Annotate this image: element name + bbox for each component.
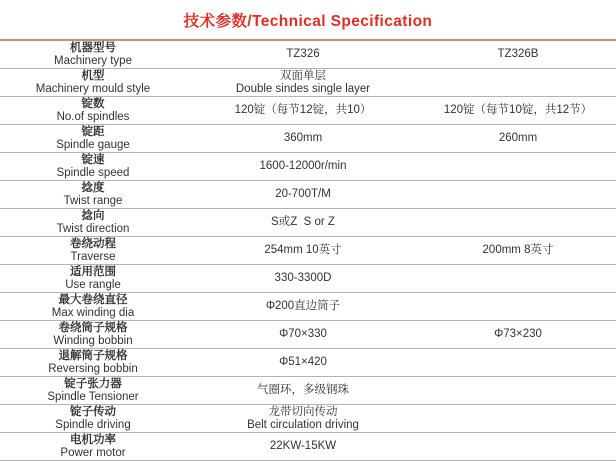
spec-table bbox=[0, 41, 616, 461]
row-label-zh: 最大卷绕直径 bbox=[58, 294, 128, 306]
title-bar bbox=[0, 0, 616, 39]
table-row bbox=[0, 377, 616, 405]
row-label-en: Winding bobbin bbox=[53, 334, 133, 347]
value-line: 22KW-15KW bbox=[269, 440, 337, 453]
value-line: S或Z S or Z bbox=[271, 216, 335, 229]
cell-value-tz326b bbox=[420, 209, 616, 236]
row-label bbox=[0, 237, 186, 264]
row-label-en: No.of spindles bbox=[56, 110, 130, 123]
row-label-zh: 机器型号 bbox=[70, 42, 116, 54]
row-label bbox=[0, 433, 186, 460]
row-label-en: Machinery type bbox=[54, 54, 132, 67]
row-label bbox=[0, 377, 186, 404]
table-row bbox=[0, 41, 616, 69]
value-line: 330-3300D bbox=[274, 272, 332, 285]
cell-value-tz326b bbox=[420, 153, 616, 180]
row-label-en: Reversing bobbin bbox=[48, 362, 138, 375]
value-line: 120锭（每节10锭，共12节） bbox=[443, 104, 593, 117]
value-line: 20-700T/M bbox=[275, 188, 331, 201]
row-label-en: Twist range bbox=[63, 194, 123, 207]
row-label bbox=[0, 181, 186, 208]
table-row bbox=[0, 181, 616, 209]
row-label bbox=[0, 405, 186, 432]
row-label-en: Traverse bbox=[70, 250, 116, 263]
page-title: 技术参数/Technical Specification bbox=[183, 12, 433, 30]
table-row bbox=[0, 125, 616, 153]
cell-value-tz326 bbox=[186, 97, 420, 124]
cell-value-tz326 bbox=[186, 125, 420, 152]
row-label-zh: 卷绕筒子规格 bbox=[58, 322, 128, 334]
cell-value-tz326 bbox=[186, 293, 420, 320]
table-row bbox=[0, 349, 616, 377]
row-label-zh: 锭数 bbox=[81, 98, 105, 110]
value-line: Double sindes single layer bbox=[235, 82, 371, 95]
value-line: Φ73×230 bbox=[494, 328, 542, 341]
value-line: 200mm 8英寸 bbox=[482, 244, 554, 257]
value-line: 260mm bbox=[498, 132, 538, 145]
spec-table-body bbox=[0, 41, 616, 461]
row-label-zh: 锭速 bbox=[81, 154, 105, 166]
row-label bbox=[0, 153, 186, 180]
cell-value-tz326b bbox=[420, 237, 616, 264]
row-label bbox=[0, 293, 186, 320]
table-row bbox=[0, 321, 616, 349]
row-label-zh: 卷绕动程 bbox=[70, 238, 116, 250]
table-row bbox=[0, 69, 616, 97]
row-label-zh: 机型 bbox=[81, 70, 105, 82]
table-row bbox=[0, 293, 616, 321]
row-label bbox=[0, 265, 186, 292]
value-line: TZ326B bbox=[497, 48, 539, 61]
row-label-en: Twist direction bbox=[56, 222, 130, 235]
cell-value-tz326b bbox=[420, 433, 616, 460]
cell-value-tz326 bbox=[186, 349, 420, 376]
cell-value-tz326 bbox=[186, 433, 420, 460]
cell-value-tz326 bbox=[186, 69, 420, 96]
table-row bbox=[0, 153, 616, 181]
value-line: 254mm 10英寸 bbox=[264, 244, 342, 257]
table-row bbox=[0, 237, 616, 265]
cell-value-tz326 bbox=[186, 41, 420, 68]
row-label-en: Use rangle bbox=[65, 278, 121, 291]
row-label-zh: 锭子传动 bbox=[70, 406, 116, 418]
row-label-zh: 退解筒子规格 bbox=[58, 350, 128, 362]
cell-value-tz326 bbox=[186, 237, 420, 264]
row-label-zh: 锭距 bbox=[81, 126, 105, 138]
row-label bbox=[0, 321, 186, 348]
row-label bbox=[0, 125, 186, 152]
cell-value-tz326 bbox=[186, 377, 420, 404]
table-row bbox=[0, 265, 616, 293]
table-row bbox=[0, 405, 616, 433]
cell-value-tz326 bbox=[186, 153, 420, 180]
cell-value-tz326b bbox=[420, 321, 616, 348]
row-label-en: Max winding dia bbox=[51, 306, 135, 319]
value-line: 1600-12000r/min bbox=[259, 160, 347, 173]
cell-value-tz326 bbox=[186, 321, 420, 348]
row-label-zh: 捻度 bbox=[81, 182, 105, 194]
row-label-en: Spindle gauge bbox=[56, 138, 130, 151]
cell-value-tz326b bbox=[420, 97, 616, 124]
cell-value-tz326b bbox=[420, 265, 616, 292]
cell-value-tz326 bbox=[186, 181, 420, 208]
cell-value-tz326 bbox=[186, 265, 420, 292]
value-line: Φ51×420 bbox=[279, 356, 327, 369]
table-row bbox=[0, 209, 616, 237]
row-label-en: Spindle driving bbox=[55, 418, 131, 431]
table-row bbox=[0, 97, 616, 125]
value-line: 龙带切向传动 bbox=[268, 406, 338, 418]
row-label-en: Power motor bbox=[60, 446, 126, 459]
row-label bbox=[0, 69, 186, 96]
table-row bbox=[0, 433, 616, 461]
cell-value-tz326 bbox=[186, 405, 420, 432]
cell-value-tz326b bbox=[420, 125, 616, 152]
cell-value-tz326b bbox=[420, 181, 616, 208]
value-line: TZ326 bbox=[286, 48, 320, 61]
cell-value-tz326b bbox=[420, 349, 616, 376]
row-label-en: Spindle Tensioner bbox=[47, 390, 139, 403]
value-line: 双面单层 bbox=[280, 70, 326, 82]
value-line: 360mm bbox=[283, 132, 323, 145]
value-line: Φ200直边筒子 bbox=[265, 300, 341, 313]
cell-value-tz326b bbox=[420, 377, 616, 404]
row-label-en: Spindle speed bbox=[56, 166, 130, 179]
cell-value-tz326b bbox=[420, 41, 616, 68]
row-label bbox=[0, 349, 186, 376]
value-line: Φ70×330 bbox=[279, 328, 327, 341]
row-label-zh: 锭子张力器 bbox=[64, 378, 122, 390]
row-label-zh: 捻向 bbox=[81, 210, 105, 222]
row-label bbox=[0, 209, 186, 236]
cell-value-tz326b bbox=[420, 69, 616, 96]
row-label bbox=[0, 41, 186, 68]
cell-value-tz326 bbox=[186, 209, 420, 236]
row-label-en: Machinery mould style bbox=[35, 82, 151, 95]
value-line: 120锭（每节12锭，共10） bbox=[234, 104, 372, 117]
value-line: 气圈环，多级钢珠 bbox=[257, 384, 349, 397]
row-label bbox=[0, 97, 186, 124]
cell-value-tz326b bbox=[420, 293, 616, 320]
cell-value-tz326b bbox=[420, 405, 616, 432]
value-line: Belt circulation driving bbox=[247, 418, 359, 431]
row-label-zh: 电机功率 bbox=[70, 434, 116, 446]
row-label-zh: 适用范围 bbox=[70, 266, 116, 278]
